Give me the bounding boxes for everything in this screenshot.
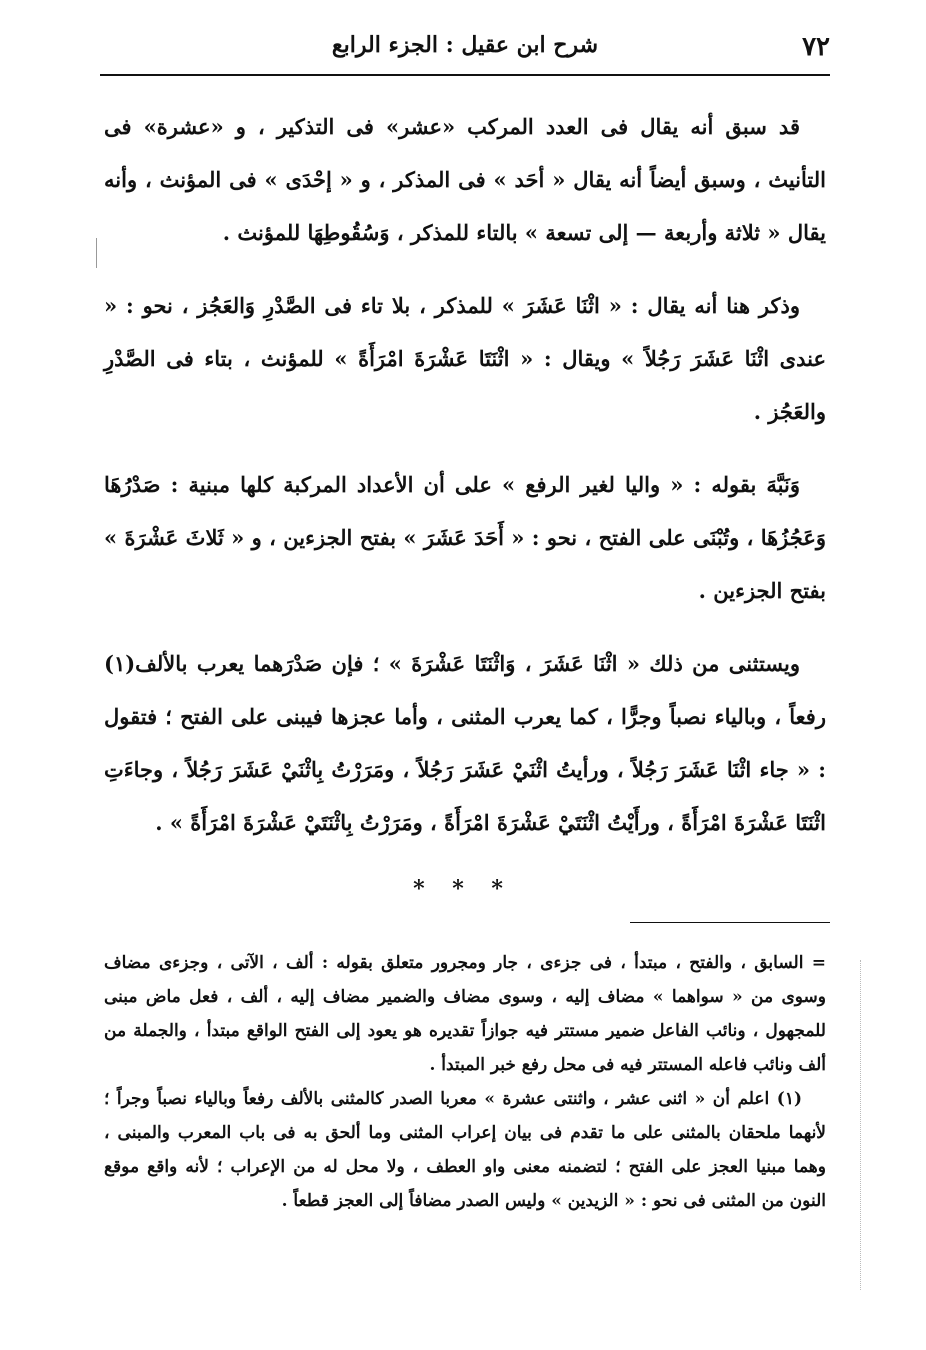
main-text bbox=[104, 100, 826, 869]
footnotes bbox=[104, 946, 826, 1218]
running-title: شرح ابن عقيل : الجزء الرابع bbox=[331, 32, 599, 58]
section-separator: * * * bbox=[413, 876, 513, 902]
footnote-rule bbox=[630, 922, 830, 923]
footnote-1: (١) اعلم أن « اثنى عشر ، واثنتى عشرة » معربا الصدر كالمثنى بالألف رفعاً وبالياء نصباً وجراً ؛ لأنهما ملحقان بالمثنى على ما تقدم فى بيان إعراب المثنى وما ألحق به فى باب المعرب والمبنى ، وهما مبنيا العجز على الفتح ؛ لتضمنه معنى واو العطف ، ولا محل له من الإعراب ؛ لأنه واقع موقع النون من المثنى فى نحو : « الزيدين » وليس الصدر مضافاً إلى العجز قطعاً . bbox=[104, 1089, 826, 1211]
paragraph-1: قد سبق أنه يقال فى العدد المركب «عشر» فى التذكير ، و «عشرة» فى التأنيث ، وسبق أيضاً أنه يقال « أحَد » فى المذكر ، و « إحْدَى » فى المؤنث ، وأنه يقال « ثلاثة وأربعة — إلى تسعة » بالتاء للمذكر ، وَسُقُوطِهَا للمؤنث . bbox=[104, 114, 826, 245]
page-header bbox=[100, 28, 830, 76]
paragraph-4: ويستثنى من ذلك « اثْنَا عَشَرَ ، وَاثْنَتَا عَشْرَةَ » ؛ فإن صَدْرَهما يعرب بالألف(١) رفعاً ، وبالياء نصباً وجرًّا ، كما يعرب المثنى ، وأما عجزها فيبنى على الفتح ؛ فتقول : « جاء اثْنَا عَشَرَ رَجُلاً ، ورأيتُ اثْنَيْ عَشَرَ رَجُلاً ، ومَرَرْتُ بِاثْنَيْ عَشَرَ رَجُلاً ، وجاءَتِ اثْنَتَا عَشْرَةَ امْرَأَةً ، ورأَيْتُ اثْنَتَيْ عَشْرَةَ امْرَأَةً ، ومَرَرْتُ بِاثْنَتَيْ عَشْرَةَ امْرَأَةً » . bbox=[104, 651, 826, 835]
paragraph-3: وَنَبَّهَ بقوله : « واليا لغير الرفع » على أن الأعداد المركبة كلها مبنية : صَدْرُهَا وَعَجُزُهَا ، وتُبْنَى على الفتح ، نحو : « أَحَدَ عَشَرَ » بفتح الجزءين ، و « ثَلاثَ عَشْرَةَ » بفتح الجزءين . bbox=[104, 472, 826, 603]
page-number: ٧٢ bbox=[802, 32, 830, 62]
header-rule bbox=[100, 74, 830, 76]
footnote-continued: = السابق ، والفتح ، مبتدأ ، فى جزءى ، جار ومجرور متعلق بقوله : ألف ، الآتى ، وجزءى مضاف وسوى من « سواهما » مضاف إليه ، وسوى مضاف والضمير مضاف إليه ، ألف ، فعل ماض مبنى للمجهول ، ونائب الفاعل ضمير مستتر فيه جوازاً تقديره هو يعود إلى الفتح الواقع مبتدأ ، والجملة من ألف ونائب فاعله المستتر فيه فى محل رفع خبر المبتدأ . bbox=[104, 953, 826, 1075]
paragraph-2: وذكر هنا أنه يقال : « اثْنَا عَشَرَ » للمذكر ، بلا تاء فى الصَّدْرِ وَالعَجُز ، نحو : « عندى اثْنَا عَشَرَ رَجُلاً » ويقال : « اثْنَتَا عَشْرَةَ امْرَأَةً » للمؤنث ، بتاء فى الصَّدْرِ والعَجُز . bbox=[104, 293, 826, 424]
scan-margin-dots bbox=[860, 960, 861, 1290]
margin-mark bbox=[96, 238, 97, 268]
